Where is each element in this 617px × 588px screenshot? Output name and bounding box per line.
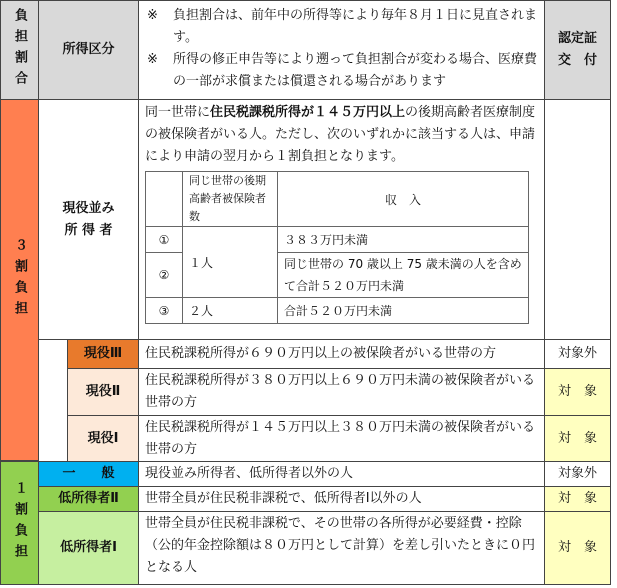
low-income-1-status-cell <box>544 511 611 585</box>
one-split-cell <box>0 461 39 585</box>
active-2-label: 現役Ⅱ <box>85 384 121 399</box>
three-split-label: ３割負担 <box>12 238 27 322</box>
header-category-label: 所得区分 <box>62 42 115 57</box>
low-income-1-label-cell <box>38 511 139 585</box>
active-2-text-cell <box>138 368 545 416</box>
header-burden-label: 負担割合 <box>12 8 27 92</box>
one-split-label: １割負担 <box>12 481 27 565</box>
active-1-text-cell <box>138 415 545 462</box>
low-income-2-text-cell <box>138 486 545 512</box>
description-bold: 住民税課税所得が１４５万円以上 <box>210 105 406 120</box>
active-income-description: 同一世帯に住民税課税所得が１４５万円以上の後期高齢者医療制度の被保険者がいる人。ただし、次のいずれかに該当する人は、申請により申請の翌月から１割負担となります。 <box>145 105 536 164</box>
active-income-description-cell <box>138 99 545 340</box>
active-spacer <box>38 339 68 461</box>
low-income-2-status-cell <box>544 486 611 512</box>
inner-row-1-count: １人 <box>183 227 278 298</box>
note-1-text: 負担割合は、前年中の所得等により毎年８月１日に見直されます。 <box>173 8 538 45</box>
general-label: 一 般 <box>62 466 115 481</box>
general-text: 現役並み所得者、低所得者以外の人 <box>145 466 354 481</box>
active-income-label-2: 所 得 者 <box>64 222 113 238</box>
inner-income-table <box>145 171 529 324</box>
inner-row-3-income: 合計５２０万円未満 <box>278 298 529 324</box>
inner-header-income: 収 入 <box>278 172 529 227</box>
header-notes-cell <box>138 0 545 100</box>
active-3-label-cell <box>67 339 139 369</box>
active-1-status: 対 象 <box>557 430 597 446</box>
note-2 <box>147 49 538 93</box>
general-status-cell <box>544 461 611 487</box>
active-1-label-cell <box>67 415 139 462</box>
note-1 <box>147 5 538 49</box>
active-3-text-cell <box>138 339 545 369</box>
active-1-status-cell <box>544 415 611 462</box>
general-label-cell <box>38 461 139 487</box>
note-2-text: 所得の修正申告等により遡って負担割合が変わる場合、医療費の一部が求償または償還される場合があります <box>173 52 538 89</box>
inner-row-1-income: ３８３万円未満 <box>278 227 529 253</box>
low-income-2-label: 低所得者Ⅱ <box>58 491 119 506</box>
inner-row-3-count: ２人 <box>183 298 278 324</box>
low-income-1-text-cell <box>138 511 545 585</box>
active-2-label-cell <box>67 368 139 416</box>
active-1-label: 現役Ⅰ <box>87 430 119 446</box>
active-3-status-cell <box>544 339 611 369</box>
three-split-cell <box>0 99 39 461</box>
active-2-status-cell <box>544 368 611 416</box>
active-income-label-1: 現役並み <box>62 200 115 216</box>
general-status: 対象外 <box>557 466 597 481</box>
certificate-label-2: 交 付 <box>557 53 597 68</box>
note-2-mark: ※ <box>147 52 158 67</box>
header-category-cell <box>38 0 139 100</box>
inner-header-count: 同じ世帯の後期高齢者被保険者数 <box>183 172 278 227</box>
low-income-1-label: 低所得者Ⅰ <box>60 540 117 555</box>
certificate-label-1: 認定証 <box>557 31 597 46</box>
inner-row-2-num: ② <box>146 253 183 298</box>
inner-row-1-num: ① <box>146 227 183 253</box>
active-income-certificate-cell <box>544 99 611 340</box>
low-income-1-status: 対 象 <box>557 540 597 555</box>
inner-row-3-num: ③ <box>146 298 183 324</box>
low-income-2-status: 対 象 <box>557 491 597 506</box>
header-certificate-cell <box>544 0 611 100</box>
note-1-mark: ※ <box>147 8 158 23</box>
active-2-status: 対 象 <box>557 384 597 399</box>
inner-table-header-row <box>146 172 529 227</box>
low-income-2-text: 世帯全員が住民税非課税で、低所得者Ⅰ以外の人 <box>145 491 422 506</box>
active-3-label: 現役Ⅲ <box>83 346 123 361</box>
inner-table-row-1 <box>146 227 529 253</box>
active-2-text: 住民税課税所得が３８０万円以上６９０万円未満の被保険者がいる世帯の方 <box>145 373 536 410</box>
low-income-1-text: 世帯全員が住民税非課税で、その世帯の各所得が必要経費・控除（公的年金控除額は８０万円として計算）を差し引いたときに０円となる人 <box>145 516 536 575</box>
active-3-status: 対象外 <box>557 346 597 361</box>
low-income-2-label-cell <box>38 486 139 512</box>
active-1-text: 住民税課税所得が１４５万円以上３８０万円未満の被保険者がいる世帯の方 <box>145 420 536 457</box>
active-3-text: 住民税課税所得が６９０万円以上の被保険者がいる世帯の方 <box>145 346 497 361</box>
inner-table-row-3 <box>146 298 529 324</box>
inner-row-2-income: 同じ世帯の 70 歳以上 75 歳未満の人を含めて合計５２０万円未満 <box>278 253 529 298</box>
header-burden-cell <box>0 0 39 100</box>
general-text-cell <box>138 461 545 487</box>
active-income-cell <box>38 99 139 340</box>
